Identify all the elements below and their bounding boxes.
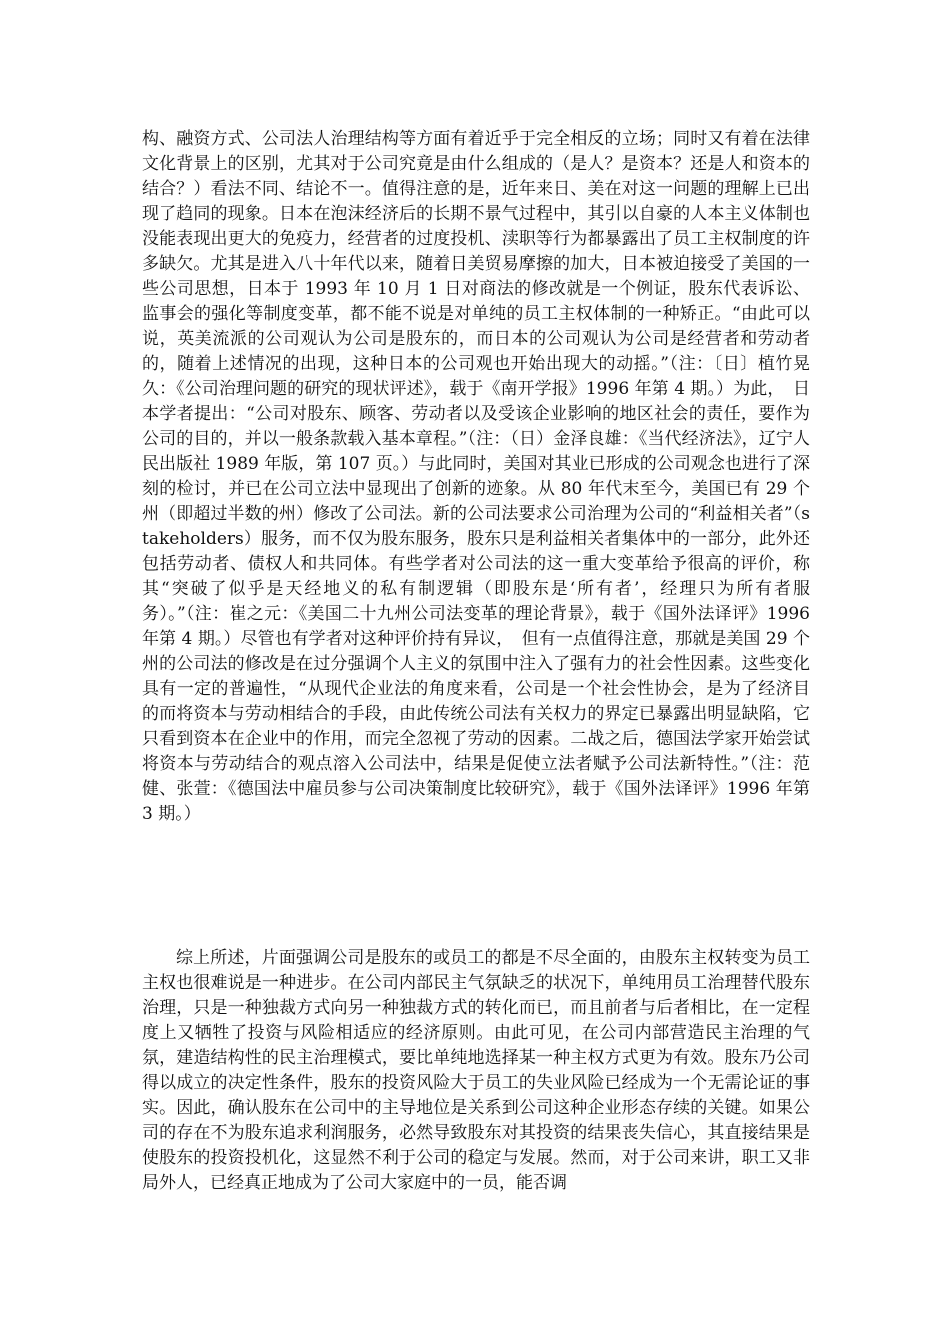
- paragraph-text: 构、融资方式、公司法人治理结构等方面有着近乎于完全相反的立场；同时又有着在法律文化背景上的区别，尤其对于公司究竟是由什么组成的（是人？是资本？还是人和资本的结合？）看法不同、结论不一。值得注意的是，近年来日、美在对这一问题的理解上已出现了趋同的现象。日本在泡沫经济后的长期不景气过程中，其引以自豪的人本主义体制也没能表现出更大的免疫力，经营者的过度投机、渎职等行为都暴露出了员工主权制度的许多缺欠。尤其是进入八十年代以来，随着日美贸易摩擦的加大，日本被迫接受了美国的一些公司思想，日本于 1993 年 10 月 1 日对商法的修改就是一个例证，股东代表诉讼、监事会的强化等制度变革，都不能不说是对单纯的员工主权体制的一种矫正。“由此可以说，英美流派的公司观认为公司是股东的，而日本的公司观认为公司是经营者和劳动者的，随着上述情况的出现，这种日本的公司观也开始出现大的动摇。”（注：〔日〕植竹晃久：《公司治理问题的研究的现状评述》，载于《南开学报》1996 年第 4 期。）为此， 日本学者提出：“公司对股东、顾客、劳动者以及受该企业影响的地区社会的责任，要作为公司的目的，并以一般条款载入基本章程。”（注：（日）金泽良雄：《当代经济法》，辽宁人民出版社 1989 年版，第 107 页。）与此同时，美国对其业已形成的公司观念也进行了深刻的检讨，并已在公司立法中显现出了创新的迹象。从 80 年代末至今，美国已有 29 个州（即超过半数的州）修改了公司法。新的公司法要求公司治理为公司的“利益相关者”（stakeholders）服务，而不仅为股东服务，股东只是利益相关者集体中的一部分，此外还包括劳动者、债权人和共同体。有些学者对公司法的这一重大变革给予很高的评价，称其“突破了似乎是天经地义的私有制逻辑（即股东是‘所有者’，经理只为所有者服务）。”（注：崔之元：《美国二十九州公司法变革的理论背景》，载于《国外法译评》1996 年第 4 期。）尽管也有学者对这种评价持有异议， 但有一点值得注意，那就是美国 29 个州的公司法的修改是在过分强调个人主义的氛围中注入了强有力的社会性因素。这些变化具有一定的普遍性，“从现代企业法的角度来看，公司是一个社会性协会，是为了经济目的而将资本与劳动相结合的手段，由此传统公司法有关权力的界定已暴露出明显缺陷，它只看到资本在企业中的作用，而完全忽视了劳动的因素。二战之后，德国法学家开始尝试将资本与劳动结合的观点溶入公司法中，结果是促使立法者赋予公司法新特性。”（注：范健、张萱：《德国法中雇员参与公司决策制度比较研究》，载于《国外法译评》1996 年第 3 期。）: [142, 129, 810, 824]
- paragraph-text: 综上所述，片面强调公司是股东的或员工的都是不尽全面的，由股东主权转变为员工主权也很难说是一种进步。在公司内部民主气氛缺乏的状况下，单纯用员工治理替代股东治理，只是一种独裁方式向另一种独裁方式的转化而已，而且前者与后者相比，在一定程度上又牺牲了投资与风险相适应的经济原则。由此可见，在公司内部营造民主治理的气氛，建造结构性的民主治理模式，要比单纯地选择某一种主权方式更为有效。股东乃公司得以成立的决定性条件，股东的投资风险大于员工的失业风险已经成为一个无需论证的事实。因此，确认股东在公司中的主导地位是关系到公司这种企业形态存续的关键。如果公司的存在不为股东追求利润服务，必然导致股东对其投资的结果丧失信心，其直接结果是使股东的投资投机化，这显然不利于公司的稳定与发展。然而，对于公司来讲，职工又非局外人，已经真正地成为了公司大家庭中的一员，能否调: [142, 948, 810, 1193]
- body-paragraph-2: [142, 946, 810, 1196]
- body-paragraph-1: [142, 127, 810, 827]
